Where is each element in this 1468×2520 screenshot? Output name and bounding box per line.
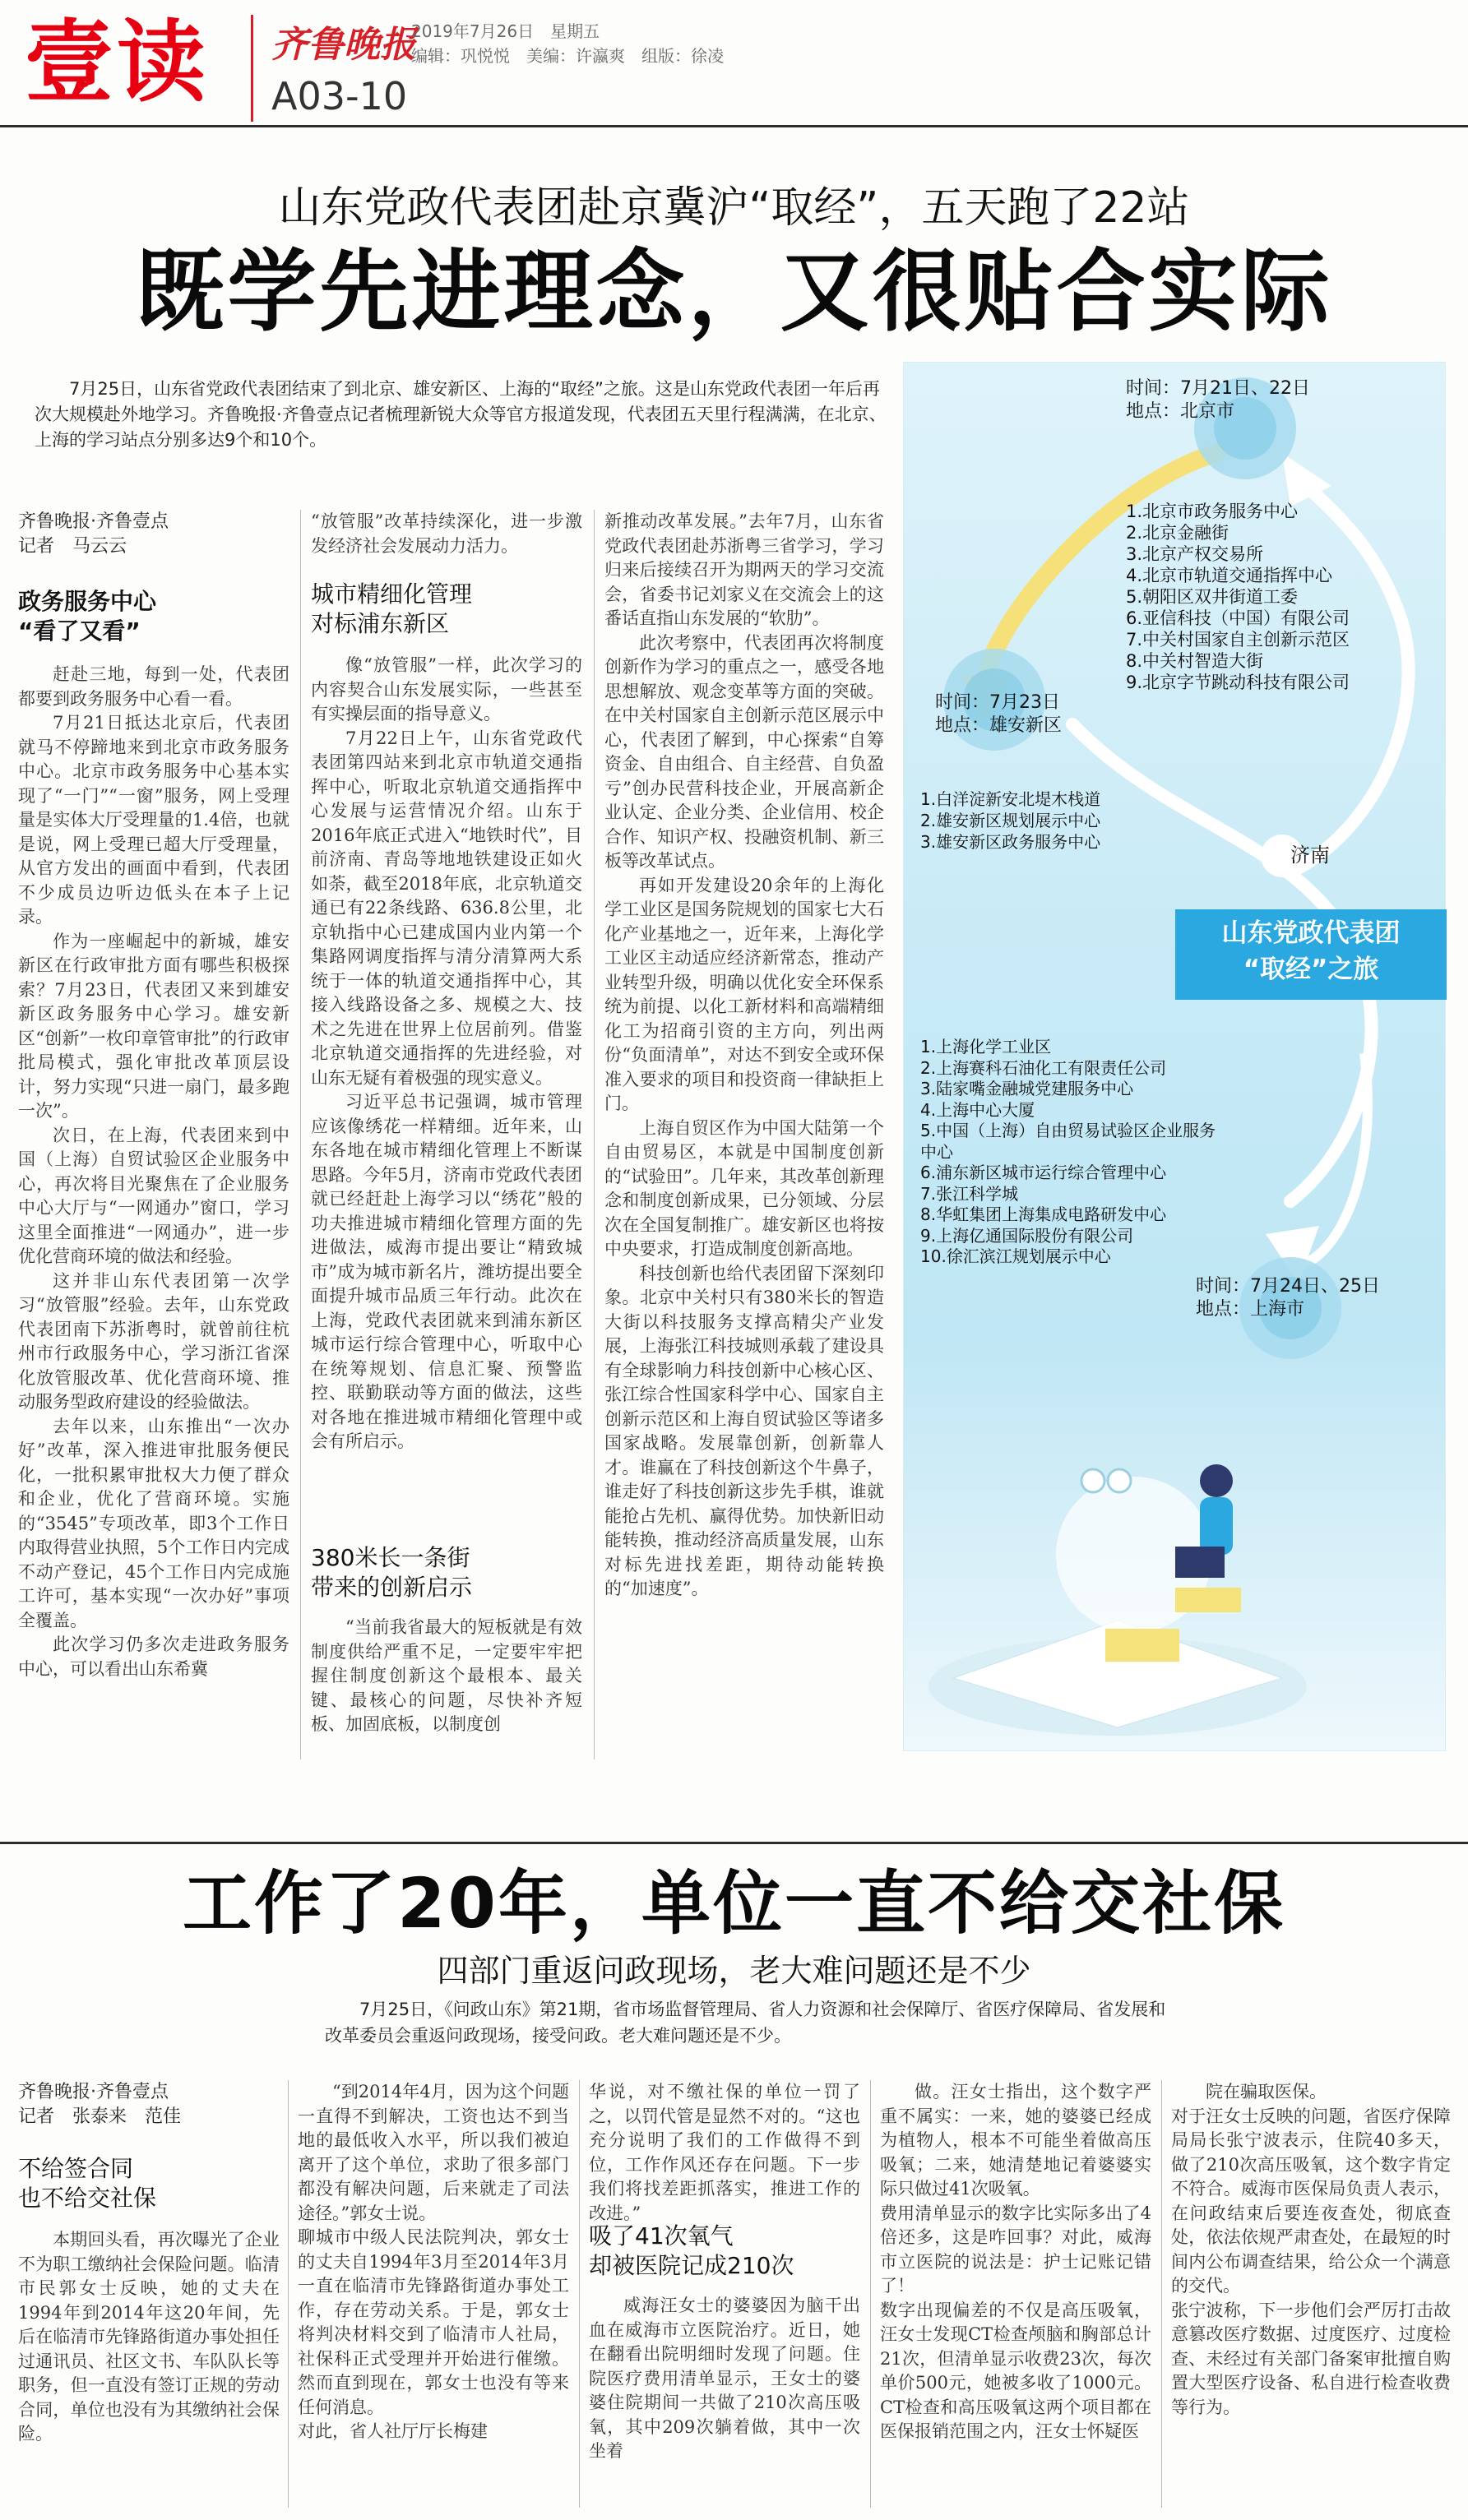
- person-laptop-illustration: [928, 1464, 1307, 1736]
- story1-column-1: [18, 510, 289, 1732]
- story2-byline-reporter: 记者 张泰来 范佳: [18, 2106, 182, 2127]
- date-line: 2019年7月26日 星期五: [411, 21, 600, 41]
- page-number: A03-10: [271, 74, 408, 118]
- person-body: [1200, 1497, 1233, 1555]
- subhead-a-line2: “看了又看”: [18, 617, 141, 645]
- beijing-sites: [1126, 501, 1360, 693]
- story1-kicker: 山东党政代表团赴京冀沪“取经”，五天跑了22站: [278, 183, 1190, 233]
- column-rule: [288, 2080, 289, 2508]
- story1-col3-body: [604, 510, 884, 1759]
- list-item: 1.上海化学工业区: [920, 1037, 1052, 1057]
- gear-icon: [1081, 1469, 1104, 1492]
- column-rule: [579, 2080, 580, 2508]
- story2-col1-body: [18, 2228, 280, 2475]
- list-item: 9.北京字节跳动科技有限公司: [1126, 673, 1350, 692]
- list-item: 4.上海中心大厦: [920, 1099, 1035, 1120]
- list-item: 6.亚信科技（中国）有限公司: [1126, 608, 1350, 628]
- list-item: 2.北京金融街: [1126, 523, 1230, 543]
- story1-column-2: [311, 510, 582, 1739]
- paragraph: 习近平总书记强调，城市管理应该像绣花一样精细。近年来，山东各地在城市精细化管理上不断谋思路。今年5月，济南市党政代表团就已经赶赴上海学习以“绣花”般的功夫推进城市精细化管理方面的先进做法，威海市提出要让“精致城市”成为城市新名片，潍坊提出要全面提升城市品质三年行动。此次在上海，党政代表团就来到浦东新区城市运行综合管理中心，听取中心在统筹规划、信息汇聚、预警监控、联勤联动等方面的做法，这些对各地在推进城市精细化管理中或会有所启示。: [311, 1092, 582, 1451]
- column-rule: [594, 510, 595, 1759]
- column-rule: [1161, 2080, 1162, 2508]
- paragraph: “放管服”改革持续深化，进一步激发经济社会发展动力活力。: [311, 511, 582, 556]
- infographic-title-line2: “取经”之旅: [1243, 955, 1379, 984]
- list-item: 7.中关村国家自主创新示范区: [1126, 630, 1350, 650]
- paragraph: 此次学习仍多次走进政务服务中心，可以看出山东希冀: [18, 1635, 289, 1679]
- subhead-b-line1: 城市精细化管理: [311, 580, 473, 608]
- column-rule: [870, 2080, 871, 2508]
- story2-subhead: 四部门重返问政现场，老大难问题还是不少: [437, 1953, 1031, 1989]
- jinan-label: 济南: [1290, 844, 1330, 867]
- paragraph: 7月21日抵达北京后，代表团就马不停蹄地来到北京市政务服务中心。北京市政务服务中心基本实现了“一门”“一窗”服务，网上受理量是实体大厅受理量的1.4倍，也就是说，网上受理已超大厅受理量，从官方发出的画面中看到，代表团不少成员边听边低头在本子上记录。: [18, 713, 289, 927]
- story2-col4-body: 做。汪女士指出，这个数字严重不属实：一来，她的婆婆已经成为植物人，根本不可能坐着做高压吸氧；二来，她清楚地记着婆婆实际只做过41次吸氧。 费用清单显示的数字比实际多出了4倍还多，这是咋回事？对此，威海市立医院的说法是：护士记账记错了！ 数字出现偏差的不仅是高压吸氧，汪女士发现CT检查颅脑和胸部总计21次，但清单显示收费23次，每次单价500元，她被多收了1000元。CT检查和高压吸氧这两个项目都在医保报销范围之内，汪女士怀疑医: [880, 2082, 1151, 2441]
- list-item: 2.雄安新区规划展示中心: [920, 811, 1101, 830]
- editors-line: 编辑：巩悦悦 美编：许瀛爽 组版：徐凌: [411, 46, 724, 66]
- list-item: 7.张江科学城: [920, 1183, 1019, 1204]
- subhead-c-line2: 带来的创新启示: [311, 1574, 473, 1601]
- subhead-b-line2: 对标浦东新区: [311, 610, 450, 637]
- story1-byline-org: 齐鲁晚报·齐鲁壹点: [18, 511, 169, 532]
- list-item: 6.浦东新区城市运行综合管理中心: [920, 1163, 1167, 1182]
- paragraph: 新推动改革发展。”去年7月，山东省党政代表团赴苏浙粤三省学习，学习归来后接续召开为期两天的学习交流会，省委书记刘家义在交流会上的这番话直指山东发展的“软肋”。: [604, 511, 884, 628]
- paragraph: “当前我省最大的短板就是有效制度供给严重不足，一定要牢牢把握住制度创新这个最根本、最关键、最核心的问题，尽快补齐短板、加固底板，以制度创: [311, 1617, 582, 1734]
- story2-column-3: [589, 2080, 860, 2516]
- list-item: 8.中关村智造大街: [1126, 651, 1264, 671]
- story2-col3-body: [589, 2080, 860, 2223]
- list-item: 3.雄安新区政务服务中心: [920, 832, 1101, 852]
- masthead-divider: [251, 15, 253, 122]
- subhead-c-line1: 380米长一条街: [311, 1544, 470, 1571]
- story2-col3b-body: [589, 2294, 860, 2516]
- column-rule: [300, 510, 301, 1759]
- person-head: [1200, 1464, 1233, 1497]
- xiongan-time: 时间：7月23日: [935, 692, 1060, 713]
- xiongan-label: [935, 691, 1132, 738]
- story1-lead: 7月25日，山东省党政代表团结束了到北京、雄安新区、上海的“取经”之旅。这是山东党政代表团一年后再次大规模赴外地学习。齐鲁晚报·齐鲁壹点记者梳理新锐大众等官方报道发现，代表团五天里行程满满，在北京、上海的学习站点分别多达9个和10个。: [35, 379, 887, 450]
- beijing-label: [1126, 377, 1373, 423]
- list-item: 4.北京市轨道交通指挥中心: [1126, 566, 1333, 585]
- person-seat: [1175, 1588, 1241, 1612]
- section-rule: [0, 1842, 1468, 1844]
- story2-headline: 工作了20年，单位一直不给交社保: [183, 1863, 1285, 1944]
- story2-col5-body: 院在骗取医保。 对于汪女士反映的问题，省医疗保障局局长张宁波表示，住院40多天，做了210次高压吸氧，这个数字肯定不符合。威海市医保局负责人表示，在问政结束后要连夜查处，彻底查处，依法依规严肃查处，在最短的时间内公布调查结果，给公众一个满意的交代。 张宁波称，下一步他们会严厉打击故意篡改医疗数据、过度医疗、过度检查、未经过有关部门备案审批擅自购置大型医疗设备、私自进行检查收费等行为。: [1171, 2082, 1451, 2417]
- list-item: 1.白洋淀新安北堤木栈道: [920, 789, 1101, 809]
- story1-byline-reporter: 记者 马云云: [18, 536, 127, 557]
- paragraph: 作为一座崛起中的新城，雄安新区在行政审批方面有哪些积极探索？7月23日，代表团又来到雄安新区政务服务中心学习。雄安新区“创新”一枚印章管审批”的行政审批局模式，强化审批改革顶层设计，努力实现“只进一扇门，最多跑一次”。: [18, 931, 289, 1121]
- subhead-line2: 也不给交社保: [18, 2185, 157, 2212]
- story1-subhead-b: [311, 580, 582, 639]
- shanghai-place: 地点：上海市: [1196, 1299, 1305, 1320]
- list-item: 10.徐汇滨江规划展示中心: [920, 1246, 1111, 1266]
- shanghai-time: 时间：7月24日、25日: [1196, 1276, 1380, 1297]
- story1-col2-top: [311, 510, 582, 558]
- beijing-time: 时间：7月21日、22日: [1126, 378, 1310, 399]
- subhead-line1: 吸了41次氧气: [589, 2222, 734, 2250]
- list-item: 1.北京市政务服务中心: [1126, 502, 1299, 521]
- paragraph: 华说，对不缴社保的单位一罚了之，以罚代管是显然不对的。“这也充分说明了我们的工作做得不到位，工作作风还存在问题。下一步我们将找差距抓落实，推进工作的改进。”: [589, 2082, 860, 2223]
- story1-col2-end: [311, 1616, 582, 1739]
- subhead-line2: 却被医院记成210次: [589, 2252, 794, 2279]
- paragraph: 本期回头看，再次曝光了企业不为职工缴纳社会保险问题。临清市民郭女士反映，她的丈夫在1994年到2014年这20年间，先后在临清市先锋路街道办事处担任过通讯员、社区文书、车队队长等职务，但一直没有签订正规的劳动合同，单位也没有为其缴纳社会保险。: [18, 2230, 280, 2444]
- infographic-title: [1175, 915, 1447, 987]
- shanghai-sites: [920, 1037, 1225, 1268]
- infographic-title-line1: 山东党政代表团: [1221, 918, 1401, 948]
- list-item: 5.朝阳区双井街道工委: [1126, 587, 1299, 607]
- list-item: 3.陆家嘴金融城党建服务中心: [920, 1079, 1134, 1098]
- story2-subhead-a: [18, 2154, 280, 2213]
- story1-subhead-a: [18, 587, 289, 646]
- paragraph: 赶赴三地，每到一处，代表团都要到政务服务中心看一看。: [18, 664, 289, 709]
- paragraph: 次日，在上海，代表团来到中国（上海）自贸试验区企业服务中心，再次将目光聚焦在了企业服务中心大厅与“一网通办”窗口，学习这里全面推进“一网通办”，进一步优化营商环境的做法和经验。: [18, 1125, 289, 1266]
- list-item: 3.北京产权交易所: [1126, 544, 1264, 564]
- paragraph: 威海汪女士的婆婆因为脑干出血在威海市立医院治疗。近日，她在翻看出院明细时发现了问题。住院医疗费用清单显示，王女士的婆婆住院期间一共做了210次高压吸氧，其中209次躺着做，其中一次坐着: [589, 2296, 860, 2461]
- story2-column-1: [18, 2080, 280, 2475]
- laptop-icon: [1175, 1547, 1225, 1578]
- story1-col1-body: [18, 663, 289, 1732]
- story2-col2-body: “到2014年4月，因为这个问题一直得不到解决，工资也达不到当地的最低收入水平，所以我们被迫离开了这个单位，求助了很多部门都没有解决问题，后来就走了司法途径。”郭女士说。 聊城市中级人民法院判决，郭女士的丈夫自1994年3月至2014年3月一直在临清市先锋路街道办事处工作，存在劳动关系。于是，郭女士将判决材料交到了临清市人社局，社保科正式受理并开始进行催缴。然而直到现在，郭女士也没有等来任何消息。 对此，省人社厅厅长梅建: [298, 2082, 569, 2441]
- subhead-a-line1: 政务服务中心: [18, 588, 157, 615]
- lightbulb-base: [1105, 1629, 1179, 1662]
- subhead-line1: 不给签合同: [18, 2155, 134, 2182]
- list-item: 8.华虹集团上海集成电路研发中心: [920, 1205, 1167, 1224]
- beijing-place: 地点：北京市: [1126, 401, 1235, 422]
- paper-name: 齐鲁晚报: [271, 24, 416, 66]
- story1-column-3: [604, 510, 884, 1759]
- paragraph: 科技创新也给代表团留下深刻印象。北京中关村只有380米长的智造大街以科技服务支撑高精尖产业发展，上海张江科技城则承载了建设具有全球影响力科技创新中心核心区、张江综合性国家科学中心、国家自主创新示范区和上海自贸试验区等诸多国家战略。发展靠创新，创新靠人才。谁赢在了科技创新这个牛鼻子，谁走好了科技创新这步先手棋，谁就能抢占先机、赢得优势。加快新旧动能转换，推动经济高质量发展，山东对标先进找差距，期待动能转换的“加速度”。: [604, 1263, 884, 1598]
- shanghai-label: [1196, 1275, 1443, 1321]
- story1-col2-body: [311, 654, 582, 1525]
- list-item: 2.上海赛科石油化工有限责任公司: [920, 1057, 1167, 1078]
- paragraph: 像“放管服”一样，此次学习的内容契合山东发展实际，一些甚至有实操层面的指导意义。: [311, 655, 582, 724]
- paragraph: 去年以来，山东推出“一次办好”改革，深入推进审批服务便民化，一批积累审批权大力便了群众和企业，优化了营商环境。实施的“3545”专项改革，即3个工作日内取得营业执照，5个工作日内完成不动产登记，45个工作日内完成施工许可，基本实现“一次办好”事项全覆盖。: [18, 1416, 289, 1630]
- route-infographic: [903, 362, 1446, 1751]
- section-title: 壹读: [25, 12, 210, 114]
- story2-byline-org: 齐鲁晚报·齐鲁壹点: [18, 2082, 169, 2102]
- gear-icon: [1108, 1469, 1131, 1492]
- paragraph: 7月22日上午，山东省党政代表团第四站来到北京市轨道交通指挥中心，听取北京轨道交通指挥中心发展与运营情况介绍。山东于2016年底正式进入“地铁时代”，目前济南、青岛等地地铁建设正如火如荼，截至2018年底，北京轨道交通已有22条线路、636.8公里，北京轨指中心已建成国内业内第一个集路网调度指挥与清分清算两大系统于一体的轨道交通指挥中心，其接入线路设备之多、规模之大、技术之先进在世界上位居前列。借鉴北京轨道交通指挥的先进经验，对山东无疑有着极强的现实意义。: [311, 728, 582, 1088]
- paragraph: 这并非山东代表团第一次学习“放管服”经验。去年，山东党政代表团南下苏浙粤时，就曾前往杭州市行政服务中心，学习浙江省深化放管服改革、优化营商环境、推动服务型政府建设的经验做法。: [18, 1270, 289, 1412]
- list-item: 5.中国（上海）自由贸易试验区企业服务中心: [920, 1121, 1216, 1162]
- xiongan-sites: [920, 788, 1167, 853]
- story1-subhead-c: [311, 1543, 582, 1602]
- xiongan-place: 地点：雄安新区: [935, 715, 1063, 736]
- story2-subhead-b: [589, 2222, 860, 2281]
- paragraph: 此次考察中，代表团再次将制度创新作为学习的重点之一，感受各地思想解放、观念变革等方面的突破。在中关村国家自主创新示范区展示中心，代表团了解到，中心探索“自筹资金、自由组合、自主经营、自负盈亏”创办民营科技企业，开展高新企业认定、企业分类、企业信用、校企合作、知识产权、投融资机制、新三板等改革试点。: [604, 632, 884, 871]
- story2-lead: 7月25日，《问政山东》第21期，省市场监督管理局、省人力资源和社会保障厅、省医疗保障局、省发展和改革委员会重返问政现场，接受问政。老大难问题还是不少。: [325, 2000, 1166, 2046]
- story1-headline: 既学先进理念，又很贴合实际: [135, 241, 1333, 344]
- paragraph: 上海自贸区作为中国大陆第一个自由贸易区，本就是中国制度创新的“试验田”。几年来，其改革创新理念和制度创新成果，已分领域、分层次在全国复制推广。雄安新区也将按中央要求，打造成制度创新高地。: [604, 1117, 884, 1259]
- top-rule: [0, 125, 1468, 127]
- list-item: 9.上海亿通国际股份有限公司: [920, 1225, 1134, 1246]
- paragraph: 再如开发建设20余年的上海化学工业区是国务院规划的国家七大石化产业基地之一，近年来，上海化学工业区主动适应经济新常态，推动产业转型升级，明确以优化安全环保系统为前提、以化工新材料和高端精细化工为招商引资的主方向，列出两份“负面清单”，对达不到安全或环保准入要求的项目和投资商一律缺拒上门。: [604, 875, 884, 1113]
